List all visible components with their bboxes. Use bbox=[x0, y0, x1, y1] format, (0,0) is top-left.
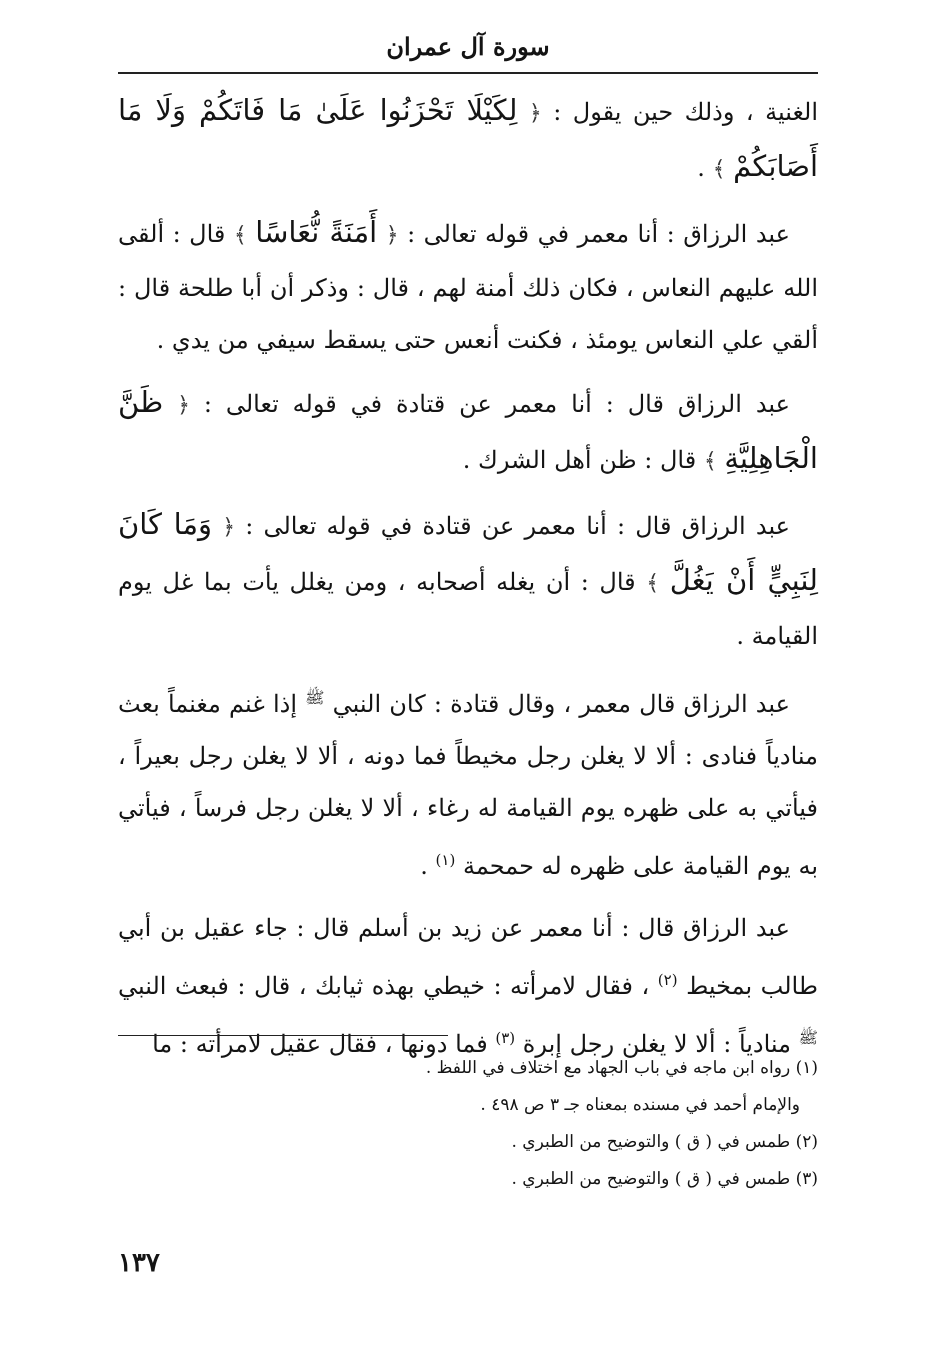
paragraph-4 bbox=[118, 498, 818, 662]
quran-verse: ظَنَّ الْجَاهِلِيَّةِ bbox=[118, 385, 818, 475]
paragraph-5-text-c: . bbox=[420, 852, 428, 880]
footnote-3: (٣) طمس في ( ق ) والتوضيح من الطبري . bbox=[511, 1169, 818, 1189]
paragraph-4-after: قال : أن يغله أصحابه ، ومن يغلل يأت بما غل يوم القيامة . bbox=[118, 568, 818, 650]
paragraph-6-text-c: منادياً : ألا لا يغلن رجل إبرة bbox=[522, 1030, 792, 1058]
footnote-2: (٢) طمس في ( ق ) والتوضيح من الطبري . bbox=[511, 1132, 818, 1152]
ornate-bracket-open: ﴿ bbox=[528, 101, 542, 126]
header-rule bbox=[118, 72, 818, 74]
paragraph-2 bbox=[118, 206, 818, 366]
paragraph-3 bbox=[118, 376, 818, 488]
page-number: ١٣٧ bbox=[118, 1248, 160, 1278]
ornate-bracket-open: ﴿ bbox=[385, 223, 399, 248]
paragraph-3-lead: عبد الرزاق قال : أنا معمر عن قتادة في قوله تعالى : bbox=[203, 390, 790, 418]
footnote-marker-3: (٣) bbox=[495, 1029, 516, 1047]
ornate-bracket-open: ﴿ bbox=[222, 515, 236, 540]
footnote-separator-rule bbox=[118, 1035, 448, 1036]
paragraph-6 bbox=[118, 902, 818, 1070]
footnote-1: (١) رواه ابن ماجه في باب الجهاد مع اختلاف في اللفظ . bbox=[425, 1058, 818, 1078]
running-header-surah-title: سورة آل عمران bbox=[386, 32, 550, 61]
book-page bbox=[118, 30, 818, 1330]
salla-symbol: ﷺ bbox=[798, 1028, 818, 1047]
ornate-bracket-open: ﴿ bbox=[177, 393, 190, 418]
footnote-1-continuation: والإمام أحمد في مسنده بمعناه جـ ٣ ص ٤٩٨ . bbox=[480, 1095, 800, 1115]
paragraph-1-after: . bbox=[697, 154, 705, 182]
ornate-bracket-close: ﴾ bbox=[712, 157, 726, 182]
footnotes bbox=[118, 1050, 818, 1198]
paragraph-6-text-b: ، فقال لامرأته : خيطي بهذه ثيابك ، قال : فبعث النبي bbox=[118, 972, 650, 1000]
quran-verse: وَمَا كَانَ لِنَبِيٍّ أَنْ يَغُلَّ bbox=[118, 507, 818, 597]
paragraph-4-lead: عبد الرزاق قال : أنا معمر عن قتادة في قوله تعالى : bbox=[245, 512, 790, 540]
ornate-bracket-close: ﴾ bbox=[703, 449, 717, 474]
ornate-bracket-close: ﴾ bbox=[646, 571, 660, 596]
paragraph-1 bbox=[118, 84, 818, 196]
paragraph-5-text-b: إذا غنم مغنماً بعث منادياً فنادى : ألا لا يغلن رجل مخيطاً فما دونه ، ألا لا يغلن رجل بعيراً ، فيأتي به على ظهره يوم القيامة له رغاء ، ألا لا يغلن رجل فرساً ، فيأتي به يوم القيامة على ظهره له حمحمة bbox=[118, 690, 818, 880]
paragraph-5 bbox=[118, 672, 818, 892]
quran-verse: لِكَيْلَا تَحْزَنُوا عَلَىٰ مَا فَاتَكُمْ وَلَا مَا أَصَابَكُمْ bbox=[118, 93, 818, 183]
ornate-bracket-close: ﴾ bbox=[233, 223, 247, 248]
paragraph-2-after: قال : ألقى الله عليهم النعاس ، فكان ذلك أمنة لهم ، قال : وذكر أن أبا طلحة قال : ألقي علي النعاس يومئذ ، فكنت أنعس حتى يسقط سيفي من يدي . bbox=[118, 220, 818, 354]
paragraph-6-text-a: عبد الرزاق قال : أنا معمر عن زيد بن أسلم قال : جاء عقيل بن أبي طالب بمخيط bbox=[118, 914, 818, 1000]
main-text bbox=[118, 84, 818, 1070]
paragraph-6-text-d: فما دونها ، فقال عقيل لامرأته : ما bbox=[152, 1030, 488, 1058]
paragraph-2-lead: عبد الرزاق : أنا معمر في قوله تعالى : bbox=[407, 220, 790, 248]
paragraph-5-text-a: عبد الرزاق قال معمر ، وقال قتادة : كان النبي bbox=[332, 690, 790, 718]
footnote-marker-2: (٢) bbox=[657, 971, 678, 989]
paragraph-1-lead: الغنية ، وذلك حين يقول : bbox=[553, 98, 818, 126]
salla-symbol: ﷺ bbox=[305, 688, 325, 707]
footnote-marker-1: (١) bbox=[435, 851, 456, 869]
paragraph-3-after: قال : ظن أهل الشرك . bbox=[462, 446, 697, 474]
quran-verse: أَمَنَةً نُّعَاسًا bbox=[255, 215, 378, 249]
